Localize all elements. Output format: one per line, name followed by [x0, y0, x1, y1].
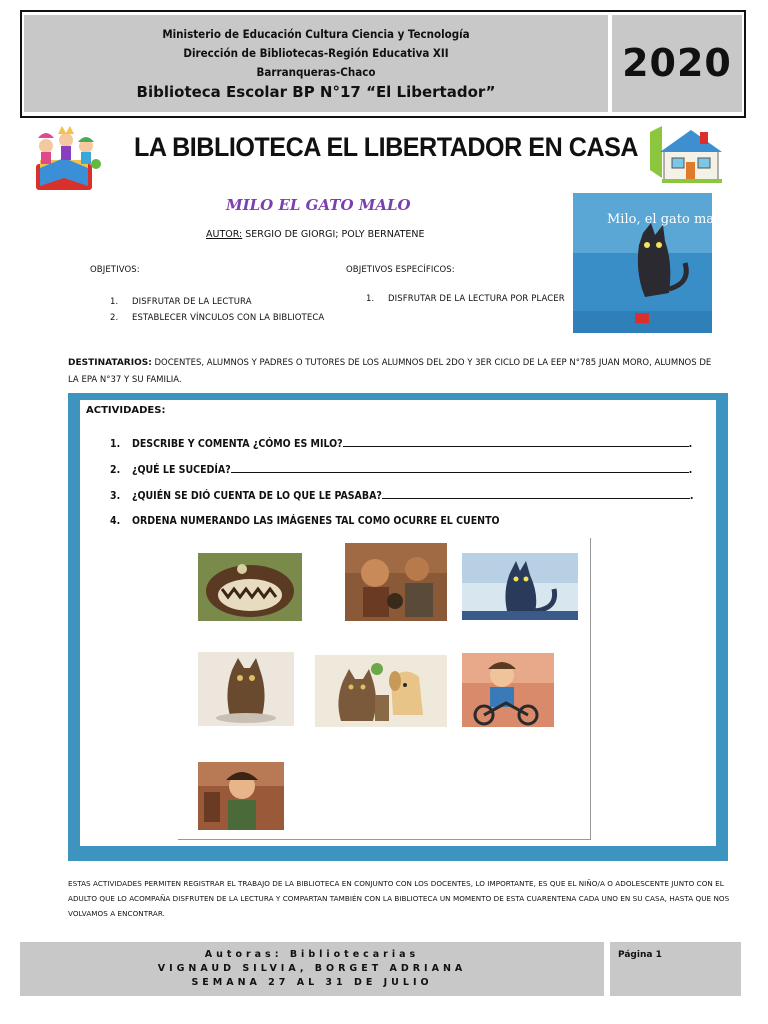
- question-4: 4. ORDENA NUMERANDO LAS IMÁGENES TAL COMO OCURRE EL CUENTO: [110, 515, 500, 527]
- story-image-4: [198, 652, 294, 726]
- question-3: 3. ¿QUIÉN SE DIÓ CUENTA DE LO QUE LE PASABA? .: [110, 490, 694, 502]
- objectives-label: OBJETIVOS:: [90, 265, 140, 275]
- header-year-box: [612, 15, 742, 112]
- list-item: 1. DISFRUTAR DE LA LECTURA: [110, 297, 252, 307]
- house-icon: [648, 122, 724, 186]
- footer-page-box: [610, 942, 741, 996]
- recipients-label: DESTINATARIOS:: [68, 358, 152, 368]
- list-item: 2. ESTABLECER VÍNCULOS CON LA BIBLIOTECA: [110, 313, 325, 323]
- recipients-text: DESTINATARIOS: DOCENTES, ALUMNOS Y PADRES O TUTORES DE LOS ALUMNOS DEL 2DO Y 3ER CICLO DE LA EEP N°785 JUAN MORO, ALUMNOS DE LA EPA N°37 Y SU FAMILIA.: [68, 358, 712, 385]
- author-names: SERGIO DE GIORGI; POLY BERNATENE: [242, 229, 425, 240]
- book-title: MILO EL GATO MALO: [226, 196, 411, 214]
- answer-line-3[interactable]: [382, 489, 690, 499]
- footer-authors-label: Autoras: Bibliotecarias: [204, 949, 420, 960]
- book-author: [206, 229, 425, 240]
- header-year: 2020: [622, 41, 732, 85]
- story-image-6: [462, 653, 554, 727]
- specific-objectives-label: OBJETIVOS ESPECÍFICOS:: [346, 265, 455, 275]
- list-item: 1. DISFRUTAR DE LA LECTURA POR PLACER: [366, 294, 565, 304]
- header-direction: Dirección de Bibliotecas-Región Educativa XII: [183, 46, 449, 60]
- story-image-7: [198, 762, 284, 830]
- book-cover-image: [573, 193, 727, 333]
- header-library: Biblioteca Escolar BP N°17 “El Libertador”: [136, 83, 496, 101]
- header-ministry: Ministerio de Educación Cultura Ciencia y Tecnología: [162, 27, 470, 41]
- page-title: LA BIBLIOTECA EL LIBERTADOR EN CASA: [134, 132, 639, 162]
- footer-week: SEMANA 27 AL 31 DE JULIO: [191, 977, 433, 988]
- kids-books-icon: [26, 124, 104, 194]
- question-2: 2. ¿QUÉ LE SUCEDÍA? .: [110, 464, 693, 476]
- author-label: AUTOR:: [206, 229, 243, 240]
- page-number: Página 1: [618, 950, 662, 960]
- specific-objectives-list: [366, 294, 565, 304]
- story-image-1: [198, 553, 302, 621]
- story-image-3: [462, 553, 578, 620]
- footer-authors: [20, 942, 604, 996]
- activities-label: ACTIVIDADES:: [86, 405, 166, 416]
- story-image-5: [315, 655, 447, 727]
- footer-authors-names: VIGNAUD SILVIA, BORGET ADRIANA: [157, 963, 467, 974]
- header-institution: [24, 15, 608, 112]
- answer-line-2[interactable]: [231, 463, 689, 473]
- header-location: Barranqueras-Chaco: [256, 65, 376, 79]
- story-image-2: [345, 543, 447, 621]
- question-1: 1. DESCRIBE Y COMENTA ¿CÓMO ES MILO? .: [110, 438, 693, 450]
- answer-line-1[interactable]: [343, 437, 689, 447]
- closing-note: ESTAS ACTIVIDADES PERMITEN REGISTRAR EL TRABAJO DE LA BIBLIOTECA EN CONJUNTO CON LOS DOCENTES, LO IMPORTANTE, ES QUE EL NIÑO/A O ADOLESCENTE JUNTO CON EL ADULTO QUE LO ACOMPAÑA DISFRUTEN DE LA LECTURA Y COMPARTAN TAMBIÉN CON LA BIBLIOTECA UN MOMENTO DE ESTA CUARENTENA CADA UNO EN SU CASA, HASTA QUE NOS VOLVAMOS A ENCONTRAR.: [68, 879, 730, 918]
- book-cover-title: Milo, el gato malo: [607, 212, 727, 227]
- objectives-list: [110, 294, 324, 326]
